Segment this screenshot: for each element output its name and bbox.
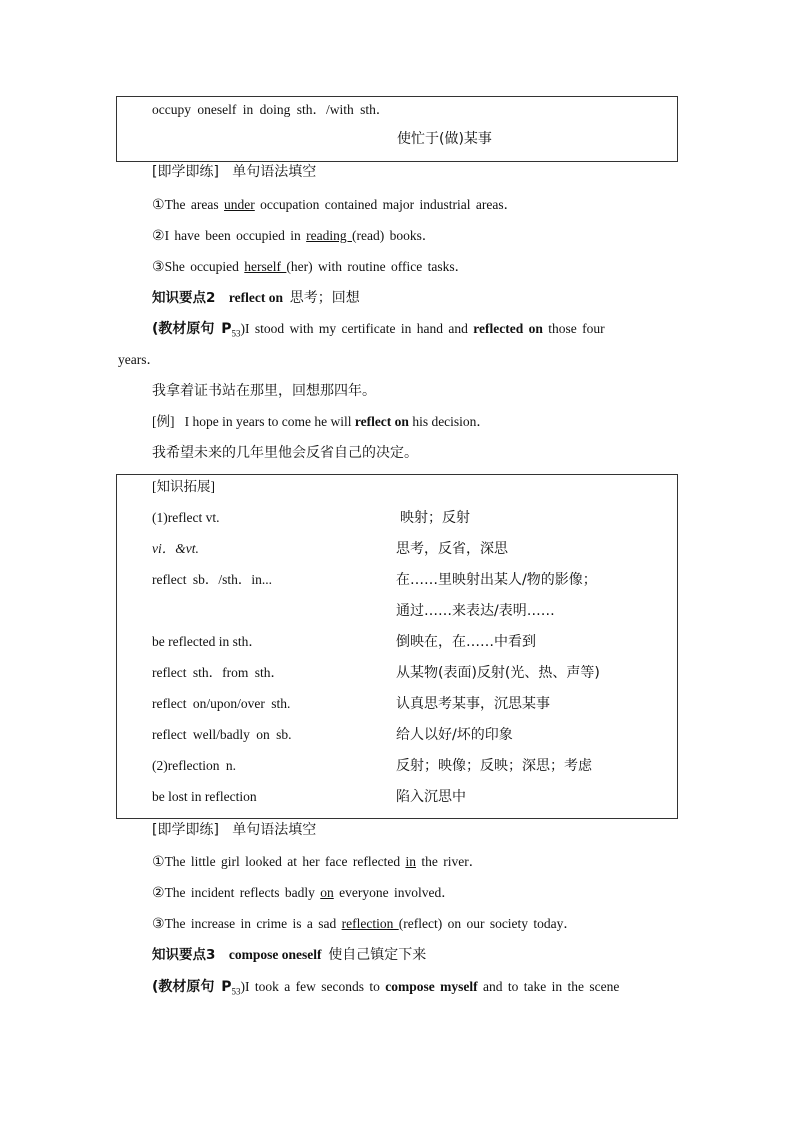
sentence-text: I took a few seconds to	[245, 979, 386, 994]
item-text: The areas	[164, 197, 225, 212]
expansion-row-left: (2)reflection n.	[152, 758, 236, 773]
practice-bracket-label: [即学即练]	[152, 822, 219, 838]
practice1-item-1	[152, 196, 517, 214]
expansion-row-left: reflect sth．from sth．	[152, 665, 284, 680]
item-number: ①	[152, 197, 165, 213]
answer-blank: reflection	[341, 916, 399, 931]
sentence-text: and to take in the scene	[477, 979, 620, 994]
point-label: 知识要点2	[152, 290, 216, 306]
practice-bracket-label: [即学即练]	[152, 164, 219, 180]
expansion-row-left: reflect sb．/sth．in...	[152, 572, 272, 587]
expansion-row-left: (1)reflect vt.	[152, 510, 220, 525]
sentence-bold: compose myself	[385, 979, 478, 994]
example-text: his decision．	[408, 414, 490, 429]
item-text: everyone involved．	[333, 885, 455, 900]
practice-heading-2	[152, 821, 316, 839]
expansion-row-left: be reflected in sth．	[152, 634, 262, 649]
expansion-row-left: be lost in reflection	[152, 789, 257, 804]
expansion-row-right: 思考，反省，深思	[396, 541, 508, 557]
textbook-sentence-2-cont: years．	[118, 352, 160, 367]
point-meaning: 使自己镇定下来	[328, 947, 427, 963]
point-meaning: 思考；回想	[289, 290, 360, 306]
item-text: the river．	[415, 854, 483, 869]
source-close: )	[240, 321, 246, 336]
item-number: ①	[152, 854, 165, 870]
example-label: [例]	[152, 414, 175, 429]
practice2-item-3	[152, 915, 577, 933]
translation-2: 我拿着证书站在那里，回想那四年。	[152, 383, 376, 399]
expansion-row-right: 反射；映像；反映；深思；考虑	[396, 758, 592, 774]
expansion-row-right: 通过……来表达/表明……	[396, 603, 555, 619]
sentence-text: I stood with my certificate in hand and	[245, 321, 474, 336]
source-page: 53	[231, 328, 241, 339]
answer-blank: in	[405, 854, 416, 869]
practice2-item-1	[152, 853, 482, 871]
expansion-row-left: vi．&vt.	[152, 541, 199, 556]
answer-blank: under	[224, 197, 255, 212]
expansion-row-right: 映射；反射	[400, 510, 470, 526]
practice2-item-2	[152, 884, 455, 902]
example-2	[152, 413, 490, 431]
item-text: (her) with routine office tasks．	[286, 259, 469, 274]
point-phrase: reflect on	[228, 290, 284, 305]
practice1-item-2	[152, 227, 435, 245]
example-translation-2: 我希望未来的几年里他会反省自己的决定。	[152, 445, 418, 461]
example-bold: reflect on	[354, 414, 409, 429]
knowledge-point-2-heading	[152, 289, 360, 307]
expansion-row-right: 在……里映射出某人/物的影像；	[396, 572, 597, 588]
item-text: The incident reflects badly	[164, 885, 321, 900]
expansion-row-right: 倒映在，在……中看到	[396, 634, 536, 650]
sentence-text: those four	[542, 321, 605, 336]
source-close: )	[240, 979, 246, 994]
item-text: (read) books．	[352, 228, 436, 243]
practice-heading-text: 单句语法填空	[232, 164, 317, 180]
sentence-bold: reflected on	[473, 321, 543, 336]
answer-blank: herself	[244, 259, 287, 274]
source-label: (教材原句 P	[152, 321, 232, 337]
textbook-sentence-2	[152, 320, 605, 343]
answer-blank: reading	[306, 228, 352, 243]
item-text: I have been occupied in	[164, 228, 307, 243]
item-text: The increase in crime is a sad	[164, 916, 342, 931]
expansion-row-right: 陷入沉思中	[396, 789, 466, 805]
expansion-row-right: 从某物(表面)反射(光、热、声等)	[396, 665, 600, 681]
point-phrase: compose oneself	[228, 947, 322, 962]
phrase-occupy-oneself: occupy oneself in doing sth．/with sth．	[152, 102, 390, 117]
item-number: ②	[152, 228, 165, 244]
item-text: (reflect) on our society today．	[398, 916, 577, 931]
item-number: ②	[152, 885, 165, 901]
knowledge-expansion-title: [知识拓展]	[152, 479, 215, 494]
source-page: 53	[231, 986, 241, 997]
item-text: She occupied	[164, 259, 245, 274]
practice-heading-1	[152, 163, 316, 181]
expansion-row-left: reflect well/badly on sb.	[152, 727, 292, 742]
example-text: I hope in years to come he will	[184, 414, 355, 429]
point-label: 知识要点3	[152, 947, 216, 963]
source-label: (教材原句 P	[152, 979, 232, 995]
practice1-item-3	[152, 258, 468, 276]
textbook-sentence-3	[152, 978, 619, 1001]
answer-blank: on	[320, 885, 334, 900]
expansion-row-right: 给人以好/坏的印象	[396, 727, 513, 743]
expansion-row-right: 认真思考某事，沉思某事	[396, 696, 550, 712]
practice-heading-text: 单句语法填空	[232, 822, 317, 838]
item-text: The little girl looked at her face reflected	[164, 854, 406, 869]
expansion-row-left: reflect on/upon/over sth.	[152, 696, 291, 711]
item-number: ③	[152, 916, 165, 932]
knowledge-point-3-heading	[152, 946, 426, 964]
item-text: occupation contained major industrial areas．	[254, 197, 518, 212]
item-number: ③	[152, 259, 165, 275]
phrase-occupy-meaning: 使忙于(做)某事	[397, 131, 492, 147]
